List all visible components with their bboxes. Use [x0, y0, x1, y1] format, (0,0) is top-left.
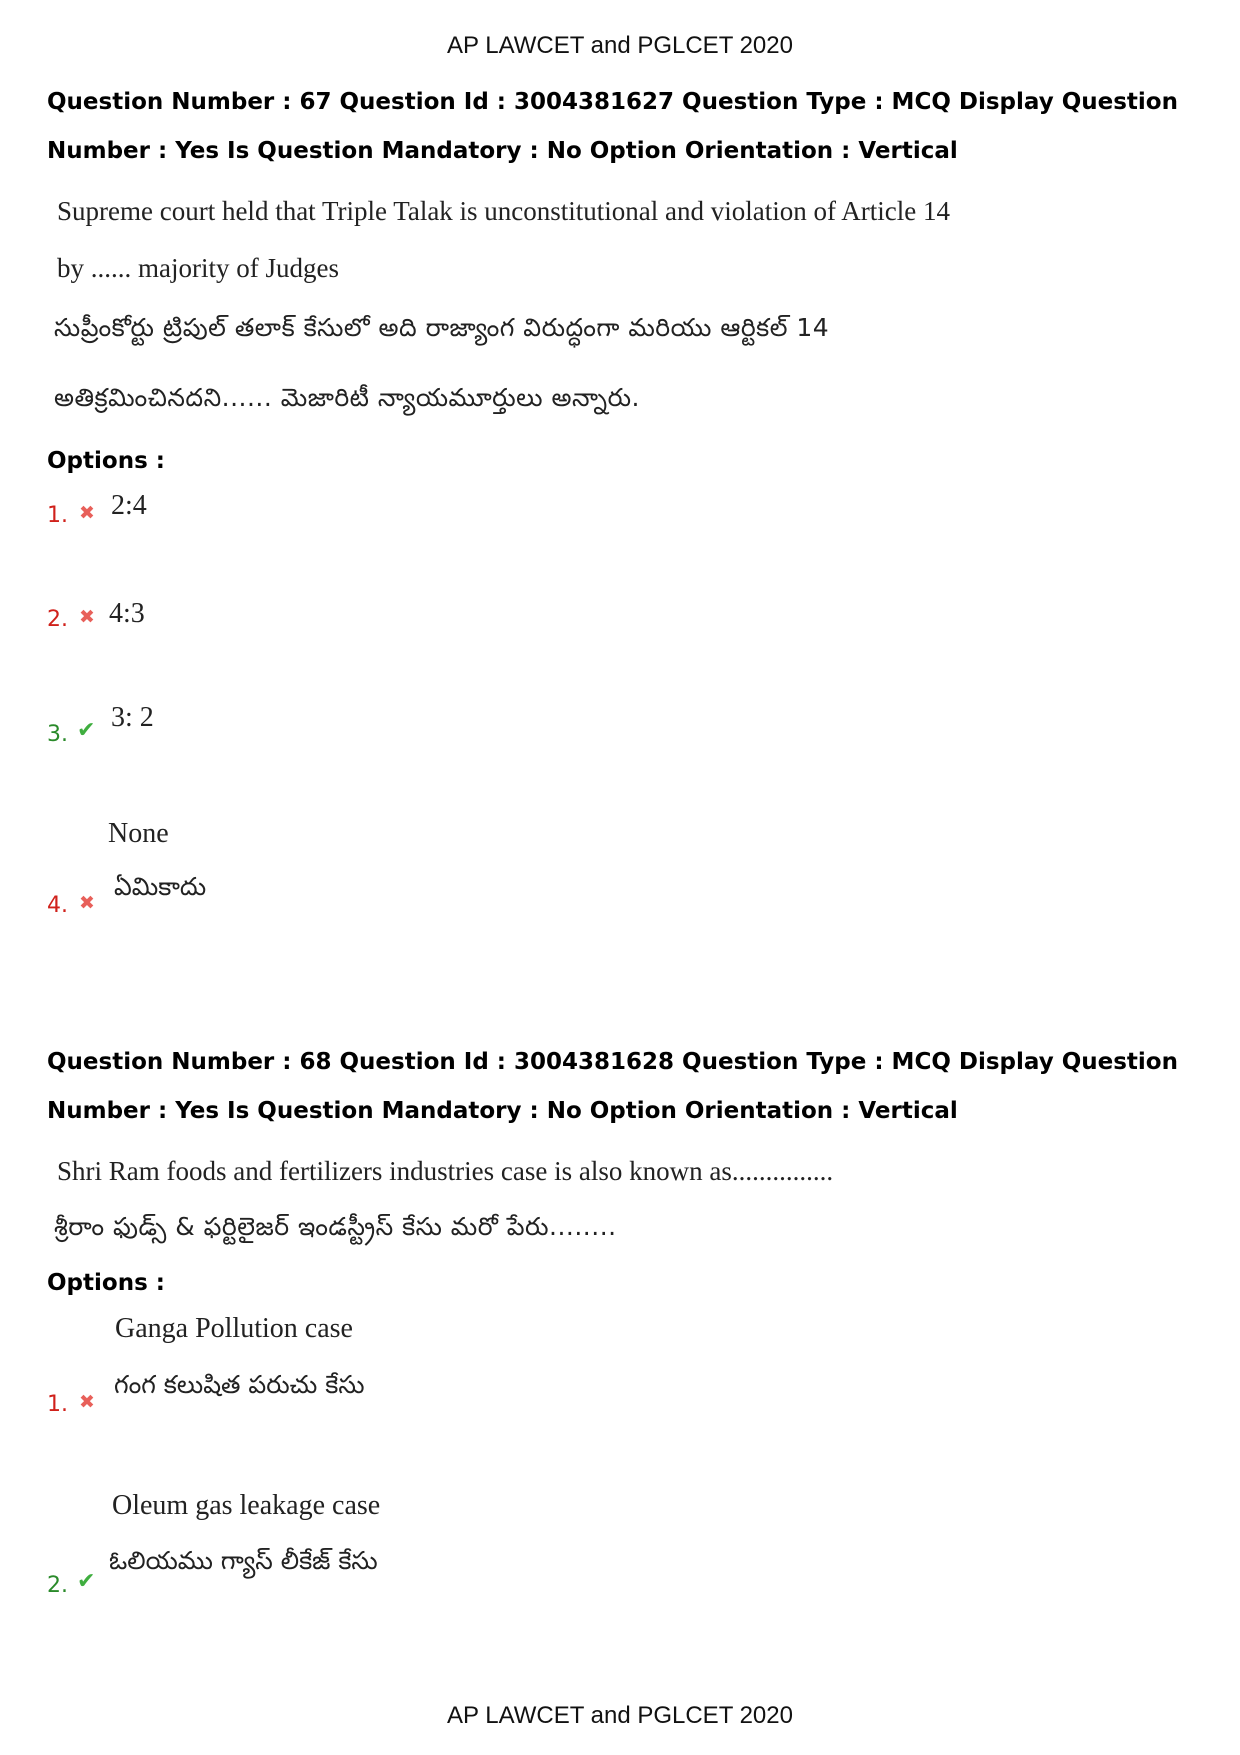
question-67-text-en-line1: Supreme court held that Triple Talak is unconstitutional and violation of Article 14: [57, 196, 950, 226]
option-number: 3.: [47, 722, 68, 747]
option-number: 4.: [47, 893, 68, 918]
wrong-mark-icon: ✖: [79, 502, 95, 524]
option-text-en: 4:3: [109, 598, 145, 629]
question-67-options-label: Options :: [47, 448, 165, 474]
question-68-options-label: Options :: [47, 1270, 165, 1296]
option-number: 1.: [47, 503, 68, 528]
question-67-text-te-line1: సుప్రీంకోర్టు ట్రిపుల్ తలాక్ కేసులో అది రాజ్యాంగ విరుద్ధంగా మరియు ఆర్టికల్ 14: [54, 313, 830, 342]
question-68-meta: Question Number : 68 Question Id : 3004381628 Question Type : MCQ Display Question Number : Yes Is Question Mandatory : No Option Orientation : Vertical: [47, 1049, 1178, 1124]
check-mark-icon: ✔: [77, 1569, 96, 1594]
page-header: AP LAWCET and PGLCET 2020: [447, 32, 793, 59]
option-number: 2.: [47, 1573, 68, 1598]
question-67-meta: Question Number : 67 Question Id : 3004381627 Question Type : MCQ Display Question Number : Yes Is Question Mandatory : No Option Orientation : Vertical: [47, 89, 1178, 164]
wrong-mark-icon: ✖: [79, 892, 95, 914]
option-text-en: 2:4: [111, 490, 147, 521]
option-text-en: 3: 2: [111, 702, 154, 733]
check-mark-icon: ✔: [77, 718, 96, 743]
question-68-text-te-line1: శ్రీరాం ఫుడ్స్ & ఫర్టిలైజర్ ఇండస్ట్రీస్ కేసు మరో పేరు........: [54, 1212, 617, 1241]
question-68-text-en-line1: Shri Ram foods and fertilizers industries case is also known as...............: [57, 1156, 834, 1186]
option-number: 1.: [47, 1392, 68, 1417]
option-text-en: Oleum gas leakage case: [112, 1490, 381, 1521]
page-footer: AP LAWCET and PGLCET 2020: [447, 1702, 793, 1729]
question-67-text-en-line2: by ...... majority of Judges: [57, 253, 339, 283]
wrong-mark-icon: ✖: [79, 1391, 95, 1413]
option-text-te: ఓలియము గ్యాస్ లీకేజ్ కేసు: [109, 1546, 378, 1575]
wrong-mark-icon: ✖: [79, 606, 95, 628]
option-text-te: ఏమికాదు: [114, 872, 207, 901]
option-text-en: None: [108, 818, 169, 849]
option-number: 2.: [47, 607, 68, 632]
question-67-text-te-line2: అతిక్రమించినదని...... మెజారిటీ న్యాయమూర్తులు అన్నారు.: [54, 383, 640, 412]
option-text-en: Ganga Pollution case: [115, 1313, 353, 1344]
option-text-te: గంగ కలుషిత పరుచు కేసు: [114, 1370, 365, 1399]
